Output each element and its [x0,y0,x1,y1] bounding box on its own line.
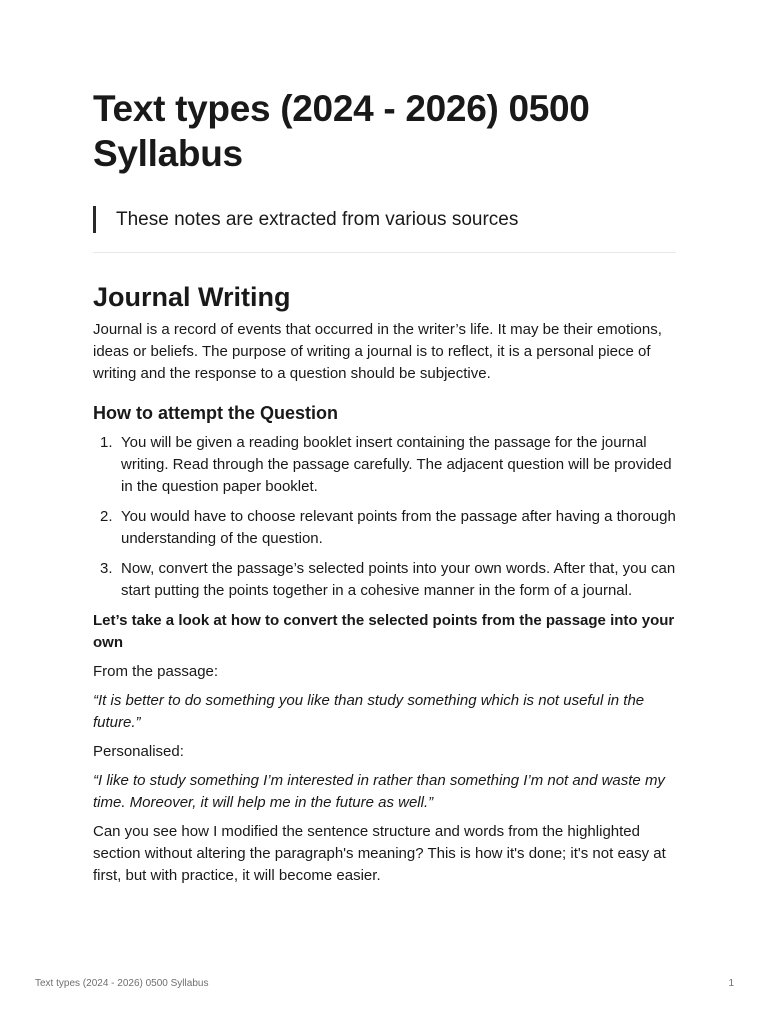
section-heading: Journal Writing [93,282,291,312]
footer-page-number: 1 [728,978,734,989]
list-item-text: You would have to choose relevant points from the passage after having a thorough understanding of the question. [121,508,676,547]
divider [93,252,676,253]
list-item [93,506,676,550]
personalised-quote: “I like to study something I’m interested in rather than something I’m not and waste my time. Moreover, it will help me in the future as well.” [93,772,665,811]
list-item-text: Now, convert the passage’s selected points into your own words. After that, you can start putting the points together in a cohesive manner in the form of a journal. [121,560,676,599]
list-item-number: 1. [100,434,113,451]
document-page [93,86,676,887]
subheading: How to attempt the Question [93,403,338,423]
from-label: From the passage: [93,663,219,680]
intro-paragraph: Journal is a record of events that occurred in the writer’s life. It may be their emotions, ideas or beliefs. The purpose of writing a journal is to reflect, it is a personal piece of writing and the response to a question should be subjective. [93,321,662,382]
from-quote: “It is better to do something you like than study something which is not useful in the future.” [93,692,645,731]
footer-title: Text types (2024 - 2026) 0500 Syllabus [35,978,209,989]
list-item [93,432,676,498]
list-item-number: 3. [100,560,113,577]
list-item-number: 2. [100,508,113,525]
page-title: Text types (2024 - 2026) 0500 Syllabus [93,88,590,174]
callout-text: These notes are extracted from various sources [116,208,519,230]
callout-quote [93,206,676,233]
steps-list [93,432,676,602]
list-item [93,558,676,602]
conclusion-paragraph: Can you see how I modified the sentence structure and words from the highlighted section without altering the paragraph's meaning? This is how it's done; it's not easy at first, but with practice, it will become easier. [93,823,666,884]
example-heading: Let’s take a look at how to convert the selected points from the passage into your own [93,612,675,651]
list-item-text: You will be given a reading booklet insert containing the passage for the journal writing. Read through the passage carefully. The adjacent question will be provided in the question paper booklet. [121,434,672,495]
personalised-label: Personalised: [93,743,184,760]
